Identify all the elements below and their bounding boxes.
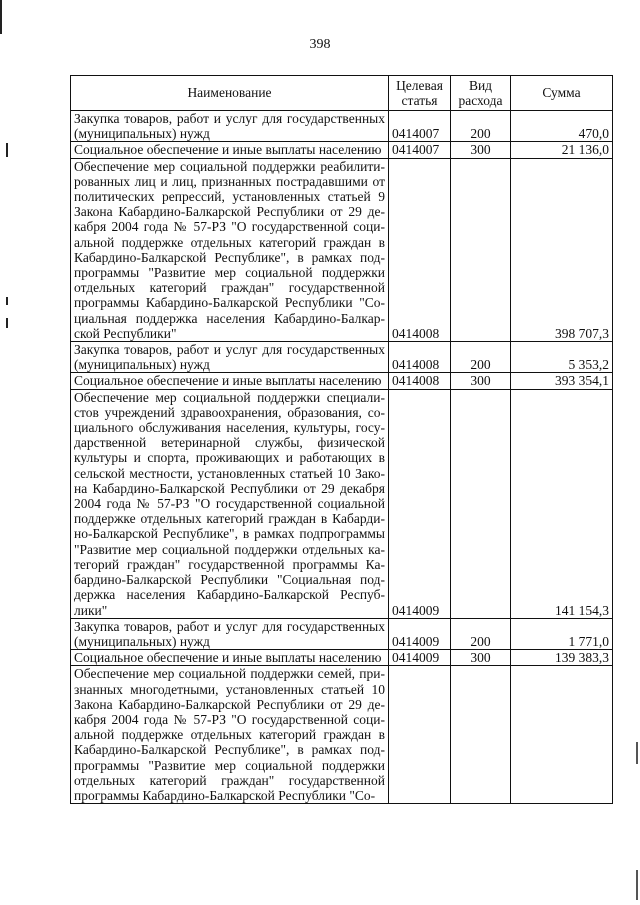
- table-row: [71, 373, 613, 389]
- row-code: 0414008: [389, 158, 451, 341]
- row-type: [451, 389, 511, 618]
- budget-table: [70, 75, 613, 804]
- table-header-row: [71, 76, 613, 111]
- row-type: [451, 666, 511, 804]
- row-code: [389, 666, 451, 804]
- row-type: 300: [451, 650, 511, 666]
- row-name: Закупка товаров, работ и услуг для государственных (муниципальных) нужд: [71, 618, 389, 649]
- row-type: [451, 158, 511, 341]
- row-type: 200: [451, 111, 511, 142]
- row-sum: 1 771,0: [511, 618, 613, 649]
- scan-mark-right-1: [636, 742, 638, 764]
- row-type: 200: [451, 618, 511, 649]
- row-sum: 398 707,3: [511, 158, 613, 341]
- row-sum: [511, 666, 613, 804]
- row-code: 0414007: [389, 142, 451, 158]
- row-type: 300: [451, 373, 511, 389]
- margin-mark-left-3: [6, 318, 8, 328]
- header-name: Наименование: [71, 76, 389, 111]
- row-sum: 470,0: [511, 111, 613, 142]
- table-row: [71, 158, 613, 341]
- row-code: 0414009: [389, 650, 451, 666]
- margin-mark-top: [0, 0, 2, 34]
- header-type: Вид расхода: [451, 76, 511, 111]
- margin-mark-left-2: [6, 297, 8, 305]
- header-code: Целевая статья: [389, 76, 451, 111]
- table-row: [71, 342, 613, 373]
- row-sum: 139 383,3: [511, 650, 613, 666]
- row-name: Социальное обеспечение и иные выплаты населению: [71, 142, 389, 158]
- row-name: Закупка товаров, работ и услуг для государственных (муниципальных) нужд: [71, 342, 389, 373]
- scan-mark-right-2: [636, 870, 638, 900]
- row-code: 0414008: [389, 342, 451, 373]
- row-code: 0414009: [389, 389, 451, 618]
- row-name: Социальное обеспечение и иные выплаты населению: [71, 373, 389, 389]
- row-code: 0414008: [389, 373, 451, 389]
- row-sum: 393 354,1: [511, 373, 613, 389]
- table-row: [71, 111, 613, 142]
- row-sum: 5 353,2: [511, 342, 613, 373]
- row-name: Обеспечение мер социальной поддержки семей, при-знанных многодетными, установленных статьей 10 Закона Кабардино-Балкарской Республики от 29 де-кабря 2004 года № 57-РЗ "О государственной соци-альной поддержке отдельных категорий граждан в Кабардино-Балкарской Республике", в рамках под-программы "Развитие мер социальной поддержки отдельных категорий граждан" государственной программы Кабардино-Балкарской Республики "Со-: [71, 666, 389, 804]
- table-row: [71, 666, 613, 804]
- table-row: [71, 389, 613, 618]
- row-sum: 141 154,3: [511, 389, 613, 618]
- header-sum: Сумма: [511, 76, 613, 111]
- row-code: 0414009: [389, 618, 451, 649]
- row-name: Обеспечение мер социальной поддержки реабилити-рованных лиц и лиц, признанных пострадавшими от политических репрессий, установленных статьей 9 Закона Кабардино-Балкарской Республики от 29 де-кабря 2004 года № 57-РЗ "О государственной соци-альной поддержке отдельных категорий граждан в Кабардино-Балкарской Республике", в рамках под-программы "Развитие мер социальной поддержки отдельных категорий граждан" государственной программы Кабардино-Балкарской Республики "Со-циальная поддержка населения Кабардино-Балкар-ской Республики": [71, 158, 389, 341]
- row-sum: 21 136,0: [511, 142, 613, 158]
- row-type: 300: [451, 142, 511, 158]
- row-type: 200: [451, 342, 511, 373]
- row-name: Закупка товаров, работ и услуг для государственных (муниципальных) нужд: [71, 111, 389, 142]
- row-code: 0414007: [389, 111, 451, 142]
- row-name: Социальное обеспечение и иные выплаты населению: [71, 650, 389, 666]
- page-number: 398: [309, 37, 331, 52]
- table-row: [71, 142, 613, 158]
- table-row: [71, 618, 613, 649]
- row-name: Обеспечение мер социальной поддержки специали-стов учреждений здравоохранения, образования, со-циального обслуживания населения, культуры, госу-дарственной ветеринарной службы, физической культуры и спорта, проживающих и работающих в сельской местности, установленных статьей 10 Зако-на Кабардино-Балкарской Республики от 29 декабря 2004 года № 57-РЗ "О государственной социальной поддержке отдельных категорий граждан в Кабарди-но-Балкарской Республике", в рамках подпрограммы "Развитие мер социальной поддержки отдельных ка-тегорий граждан" государственной программы Ка-бардино-Балкарской Республики "Социальная под-держка населения Кабардино-Балкарской Респуб-лики": [71, 389, 389, 618]
- table-row: [71, 650, 613, 666]
- margin-mark-left-1: [6, 143, 8, 157]
